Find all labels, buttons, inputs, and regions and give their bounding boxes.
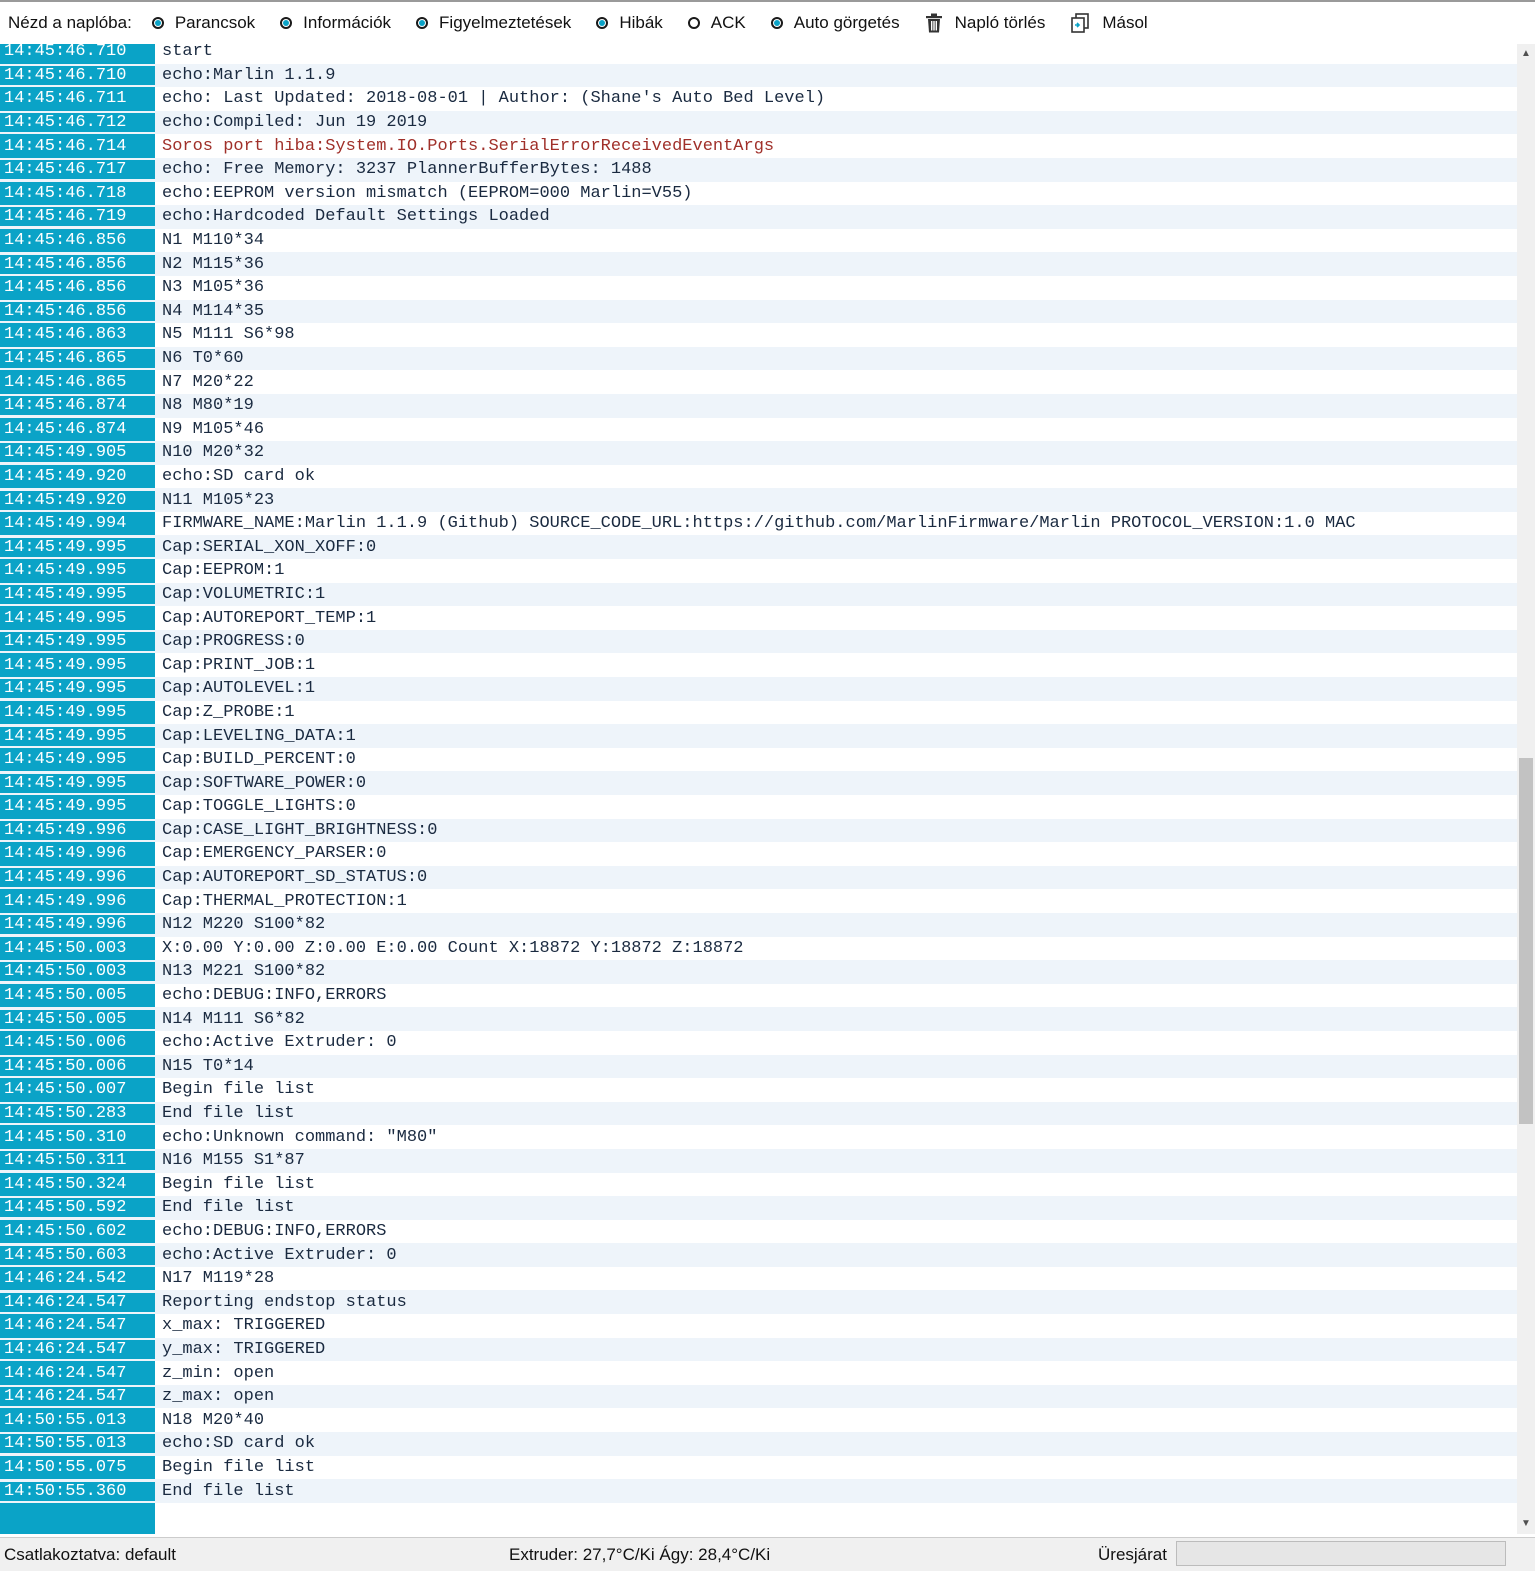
log-row[interactable]	[0, 1385, 1517, 1409]
log-row[interactable]	[0, 1314, 1517, 1338]
filter-info-label: Információk	[303, 13, 392, 32]
log-message: N2 M115*36	[162, 254, 265, 274]
log-time: 14:45:46.856	[0, 231, 155, 250]
log-time: 14:45:46.710	[0, 44, 155, 61]
log-row[interactable]	[0, 724, 1517, 748]
log-time: 14:45:50.310	[0, 1128, 155, 1147]
log-message: FIRMWARE_NAME:Marlin 1.1.9 (Github) SOURCE_CODE_URL:https://github.com/MarlinFirmware/Marlin PROTOCOL_VERSION:1.0 MAC	[162, 514, 1356, 534]
log-row[interactable]	[0, 300, 1517, 324]
log-time: 14:45:46.856	[0, 302, 155, 321]
connection-status: Csatlakoztatva: default	[4, 1545, 176, 1564]
log-message: z_max: open	[162, 1387, 275, 1407]
log-row[interactable]	[0, 111, 1517, 135]
log-message: echo:SD card ok	[162, 466, 316, 486]
log-time: 14:45:49.920	[0, 467, 155, 486]
log-message: echo: Free Memory: 3237 PlannerBufferBytes: 1488	[162, 160, 652, 180]
log-time: 14:45:50.003	[0, 939, 155, 958]
log-row[interactable]	[0, 276, 1517, 300]
log-row[interactable]	[0, 1479, 1517, 1503]
log-time: 14:45:46.856	[0, 255, 155, 274]
log-time: 14:45:46.714	[0, 137, 155, 156]
log-row[interactable]	[0, 1031, 1517, 1055]
log-time: 14:45:50.006	[0, 1057, 155, 1076]
scrollbar-thumb[interactable]	[1519, 758, 1533, 1124]
log-message: Cap:SERIAL_XON_XOFF:0	[162, 537, 377, 557]
log-message: Cap:TOGGLE_LIGHTS:0	[162, 797, 356, 817]
radio-icon[interactable]	[596, 17, 608, 29]
trash-icon	[925, 13, 943, 33]
log-time: 14:45:49.996	[0, 868, 155, 887]
log-message: echo:Unknown command: "M80"	[162, 1127, 438, 1147]
log-row[interactable]	[0, 158, 1517, 182]
log-message: N5 M111 S6*98	[162, 325, 295, 345]
log-message: start	[162, 44, 214, 62]
filter-commands-label: Parancsok	[174, 13, 256, 32]
log-time: 14:46:24.547	[0, 1364, 155, 1383]
log-row[interactable]	[0, 205, 1517, 229]
log-row[interactable]	[0, 1338, 1517, 1362]
log-row[interactable]	[0, 842, 1517, 866]
log-row[interactable]	[0, 913, 1517, 937]
log-message: N17 M119*28	[162, 1269, 275, 1289]
log-row[interactable]	[0, 418, 1517, 442]
log-row[interactable]	[0, 512, 1517, 536]
log-row[interactable]	[0, 87, 1517, 111]
copy-icon	[1070, 13, 1090, 33]
log-row[interactable]	[0, 1055, 1517, 1079]
log-message: N18 M20*40	[162, 1410, 265, 1430]
log-message: N3 M105*36	[162, 278, 265, 298]
log-time: 14:45:49.995	[0, 797, 155, 816]
log-row[interactable]	[0, 937, 1517, 961]
log-row[interactable]	[0, 64, 1517, 88]
log-rows	[0, 44, 1517, 1503]
log-message: N4 M114*35	[162, 301, 265, 321]
log-message: Cap:AUTOLEVEL:1	[162, 679, 316, 699]
log-message: N16 M155 S1*87	[162, 1151, 305, 1171]
progress-bar	[1176, 1541, 1506, 1566]
log-time: 14:45:49.995	[0, 703, 155, 722]
log-time: 14:45:50.283	[0, 1104, 155, 1123]
log-message: echo:SD card ok	[162, 1434, 316, 1454]
log-time: 14:45:50.005	[0, 986, 155, 1005]
log-time: 14:45:50.311	[0, 1151, 155, 1170]
log-row[interactable]	[0, 441, 1517, 465]
log-message: Cap:PROGRESS:0	[162, 632, 305, 652]
log-scrollbar[interactable]	[1517, 44, 1535, 1534]
log-row[interactable]	[0, 535, 1517, 559]
log-time: 14:45:50.003	[0, 962, 155, 981]
log-row[interactable]	[0, 1361, 1517, 1385]
log-time: 14:45:46.865	[0, 373, 155, 392]
filter-ack-label: ACK	[710, 13, 746, 32]
log-time: 14:45:50.006	[0, 1033, 155, 1052]
log-row[interactable]	[0, 630, 1517, 654]
log-row[interactable]	[0, 252, 1517, 276]
clear-log-button[interactable]	[925, 13, 1046, 33]
log-time: 14:45:49.995	[0, 585, 155, 604]
log-time: 14:45:50.592	[0, 1198, 155, 1217]
log-message: echo:Marlin 1.1.9	[162, 65, 336, 85]
log-message: Cap:SOFTWARE_POWER:0	[162, 773, 367, 793]
log-row[interactable]	[0, 606, 1517, 630]
log-row[interactable]	[0, 1196, 1517, 1220]
log-message: End file list	[162, 1104, 295, 1124]
log-time: 14:45:49.995	[0, 561, 155, 580]
log-time: 14:45:49.905	[0, 443, 155, 462]
radio-icon[interactable]	[416, 17, 428, 29]
log-row[interactable]	[0, 1456, 1517, 1480]
log-row[interactable]	[0, 465, 1517, 489]
log-time: 14:45:46.874	[0, 396, 155, 415]
radio-icon[interactable]	[152, 17, 164, 29]
log-message: x_max: TRIGGERED	[162, 1316, 326, 1336]
log-message: Cap:AUTOREPORT_TEMP:1	[162, 608, 377, 628]
log-row[interactable]	[0, 1290, 1517, 1314]
filter-errors-label: Hibák	[619, 13, 663, 32]
log-row[interactable]	[0, 323, 1517, 347]
log-message: Cap:VOLUMETRIC:1	[162, 584, 326, 604]
copy-button[interactable]	[1070, 13, 1147, 33]
log-time: 14:45:49.994	[0, 514, 155, 533]
log-message: N11 M105*23	[162, 490, 275, 510]
log-time: 14:45:49.995	[0, 774, 155, 793]
log-message: echo:Active Extruder: 0	[162, 1245, 397, 1265]
log-message: N1 M110*34	[162, 231, 265, 251]
scroll-down-icon[interactable]: ▼	[1521, 1518, 1531, 1529]
log-row[interactable]	[0, 1102, 1517, 1126]
log-time: 14:45:46.874	[0, 420, 155, 439]
copy-label: Másol	[1102, 13, 1148, 32]
filter-warnings-label: Figyelmeztetések	[439, 13, 572, 32]
log-message: echo:EEPROM version mismatch (EEPROM=000 Marlin=V55)	[162, 183, 693, 203]
log-time: 14:45:50.603	[0, 1246, 155, 1265]
status-bar	[0, 1537, 1535, 1571]
log-row[interactable]	[0, 1220, 1517, 1244]
log-time: 14:45:46.718	[0, 184, 155, 203]
log-row[interactable]	[0, 1149, 1517, 1173]
log-row[interactable]	[0, 1408, 1517, 1432]
log-message: Begin file list	[162, 1457, 316, 1477]
log-message: Begin file list	[162, 1174, 316, 1194]
temperature-status: Extruder: 27,7°C/Ki Ágy: 28,4°C/Ki	[509, 1545, 771, 1564]
log-message: y_max: TRIGGERED	[162, 1339, 326, 1359]
log-row[interactable]	[0, 984, 1517, 1008]
log-row[interactable]	[0, 653, 1517, 677]
log-time: 14:46:24.547	[0, 1316, 155, 1335]
log-row[interactable]	[0, 677, 1517, 701]
log-message: echo:Hardcoded Default Settings Loaded	[162, 207, 550, 227]
log-message: N7 M20*22	[162, 372, 254, 392]
log-row[interactable]	[0, 795, 1517, 819]
log-time: 14:45:49.995	[0, 656, 155, 675]
log-row[interactable]	[0, 1267, 1517, 1291]
log-message: Cap:CASE_LIGHT_BRIGHTNESS:0	[162, 820, 438, 840]
log-time: 14:45:46.712	[0, 113, 155, 132]
log-time: 14:45:49.996	[0, 821, 155, 840]
log-time: 14:45:50.007	[0, 1080, 155, 1099]
log-time: 14:45:49.996	[0, 915, 155, 934]
radio-icon[interactable]	[771, 17, 783, 29]
log-time: 14:45:49.996	[0, 892, 155, 911]
log-time: 14:45:49.995	[0, 609, 155, 628]
log-row[interactable]	[0, 488, 1517, 512]
log-time: 14:45:49.995	[0, 538, 155, 557]
log-time: 14:45:46.865	[0, 349, 155, 368]
log-time: 14:45:49.995	[0, 727, 155, 746]
log-time: 14:50:55.013	[0, 1434, 155, 1453]
log-message: Reporting endstop status	[162, 1292, 407, 1312]
log-message: echo:Active Extruder: 0	[162, 1033, 397, 1053]
log-row[interactable]	[0, 44, 1517, 64]
log-time: 14:45:49.995	[0, 632, 155, 651]
filter-errors[interactable]	[596, 13, 662, 33]
log-message: X:0.00 Y:0.00 Z:0.00 E:0.00 Count X:18872 Y:18872 Z:18872	[162, 938, 744, 958]
log-row[interactable]	[0, 134, 1517, 158]
log-time: 14:45:49.920	[0, 491, 155, 510]
filter-ack[interactable]	[688, 13, 746, 33]
log-list[interactable]	[0, 44, 1517, 1534]
log-row[interactable]	[0, 559, 1517, 583]
log-time: 14:50:55.013	[0, 1411, 155, 1430]
log-time: 14:50:55.360	[0, 1482, 155, 1501]
log-time: 14:50:55.075	[0, 1458, 155, 1477]
log-row[interactable]	[0, 394, 1517, 418]
log-row[interactable]	[0, 960, 1517, 984]
filter-auto-scroll-label: Auto görgetés	[793, 13, 900, 32]
log-row[interactable]	[0, 347, 1517, 371]
log-time: 14:46:24.547	[0, 1340, 155, 1359]
log-message: N13 M221 S100*82	[162, 962, 326, 982]
log-time: 14:45:49.996	[0, 844, 155, 863]
log-message: Begin file list	[162, 1080, 316, 1100]
log-time: 14:46:24.547	[0, 1387, 155, 1406]
log-message: echo: Last Updated: 2018-08-01 | Author: (Shane's Auto Bed Level)	[162, 89, 826, 109]
log-row[interactable]	[0, 229, 1517, 253]
log-row[interactable]	[0, 889, 1517, 913]
filter-commands[interactable]	[152, 13, 255, 33]
log-message: N8 M80*19	[162, 396, 254, 416]
log-message: Cap:THERMAL_PROTECTION:1	[162, 891, 407, 911]
log-time: 14:45:49.995	[0, 679, 155, 698]
log-message: echo:DEBUG:INFO,ERRORS	[162, 1221, 387, 1241]
log-message: N9 M105*46	[162, 419, 265, 439]
log-row[interactable]	[0, 771, 1517, 795]
log-row[interactable]	[0, 370, 1517, 394]
log-row[interactable]	[0, 866, 1517, 890]
log-message: End file list	[162, 1481, 295, 1501]
log-time: 14:45:46.719	[0, 207, 155, 226]
log-time: 14:45:49.995	[0, 750, 155, 769]
log-toolbar	[0, 0, 1535, 44]
log-time: 14:45:46.711	[0, 89, 155, 108]
log-row[interactable]	[0, 1078, 1517, 1102]
log-row[interactable]	[0, 182, 1517, 206]
filter-info[interactable]	[280, 13, 391, 33]
printer-state: Üresjárat	[1098, 1545, 1167, 1564]
log-message: N15 T0*14	[162, 1056, 254, 1076]
log-message: z_min: open	[162, 1363, 275, 1383]
log-message: Soros port hiba:System.IO.Ports.SerialErrorReceivedEventArgs	[162, 136, 775, 156]
log-message: Cap:EMERGENCY_PARSER:0	[162, 844, 387, 864]
radio-icon[interactable]	[280, 17, 292, 29]
log-message: Cap:BUILD_PERCENT:0	[162, 750, 356, 770]
log-row[interactable]	[0, 1173, 1517, 1197]
log-time: 14:45:46.856	[0, 278, 155, 297]
log-time: 14:45:46.710	[0, 66, 155, 85]
log-message: End file list	[162, 1198, 295, 1218]
view-log-label: Nézd a naplóba:	[8, 13, 132, 32]
log-time: 14:46:24.547	[0, 1293, 155, 1312]
log-message: Cap:LEVELING_DATA:1	[162, 726, 356, 746]
log-message: Cap:Z_PROBE:1	[162, 702, 295, 722]
scroll-up-icon[interactable]: ▲	[1521, 48, 1531, 59]
log-message: N14 M111 S6*82	[162, 1009, 305, 1029]
log-row[interactable]	[0, 1243, 1517, 1267]
log-message: N6 T0*60	[162, 349, 244, 369]
log-message: echo:DEBUG:INFO,ERRORS	[162, 986, 387, 1006]
log-time: 14:45:46.717	[0, 160, 155, 179]
log-time: 14:45:46.863	[0, 325, 155, 344]
log-time: 14:45:50.602	[0, 1222, 155, 1241]
log-message: N10 M20*32	[162, 443, 265, 463]
log-row[interactable]	[0, 748, 1517, 772]
log-row[interactable]	[0, 1432, 1517, 1456]
log-message: N12 M220 S100*82	[162, 915, 326, 935]
clear-log-label: Napló törlés	[954, 13, 1046, 32]
log-row[interactable]	[0, 1125, 1517, 1149]
log-message: Cap:EEPROM:1	[162, 561, 285, 581]
log-row[interactable]	[0, 1007, 1517, 1031]
log-message: echo:Compiled: Jun 19 2019	[162, 113, 428, 133]
log-time: 14:45:50.324	[0, 1175, 155, 1194]
radio-icon[interactable]	[688, 17, 700, 29]
log-time: 14:45:50.005	[0, 1010, 155, 1029]
log-message: Cap:PRINT_JOB:1	[162, 655, 316, 675]
filter-warnings[interactable]	[416, 13, 571, 33]
log-time: 14:46:24.542	[0, 1269, 155, 1288]
log-row[interactable]	[0, 583, 1517, 607]
log-row[interactable]	[0, 701, 1517, 725]
log-message: Cap:AUTOREPORT_SD_STATUS:0	[162, 868, 428, 888]
log-row[interactable]	[0, 819, 1517, 843]
filter-auto-scroll[interactable]	[771, 13, 900, 33]
